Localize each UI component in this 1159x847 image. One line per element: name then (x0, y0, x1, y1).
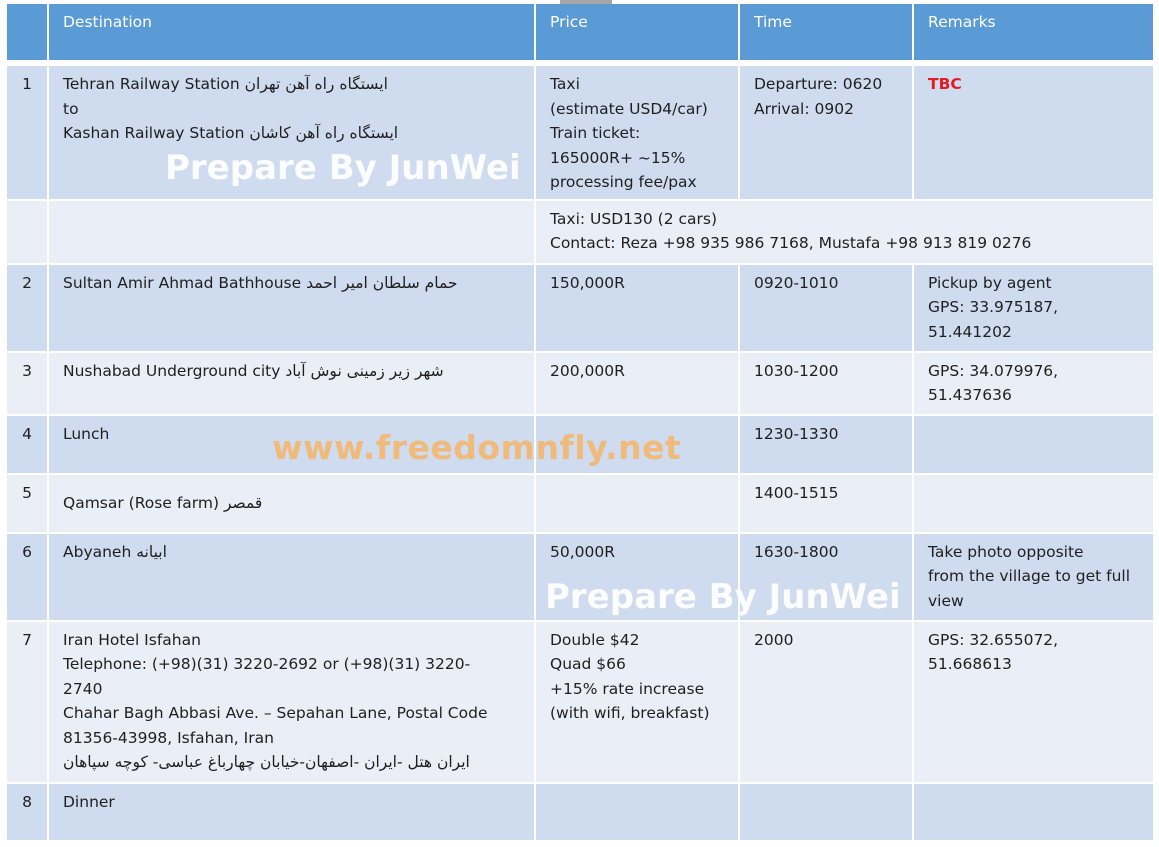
price-cell (535, 352, 739, 415)
remarks-cell (913, 352, 1154, 415)
destination-line: 2740 (63, 679, 103, 698)
time-line: 1400-1515 (754, 483, 839, 502)
destination-cell (48, 63, 535, 200)
price-line: Quad $66 (550, 655, 626, 673)
row-number: 7 (7, 621, 48, 783)
row-number: 6 (7, 533, 48, 621)
remarks-cell (913, 783, 1154, 840)
destination-line: Abyaneh ابیانه (63, 542, 167, 561)
watermark-prepared-by: Prepare By JunWei (545, 577, 901, 617)
remarks-cell (913, 415, 1154, 474)
transport-info-cell (535, 200, 1154, 264)
remarks-line: GPS: 33.975187, (928, 298, 1059, 316)
itinerary-table-container (7, 4, 1154, 840)
destination-cell (48, 415, 535, 474)
remarks-line: 51.437636 (928, 386, 1012, 404)
destination-line: Dinner (63, 792, 115, 811)
row-number (7, 200, 48, 264)
header-row (7, 4, 1154, 63)
remarks-line: view (928, 591, 964, 610)
table-row (7, 352, 1154, 415)
tbc-badge: TBC (928, 75, 962, 93)
destination-cell (48, 200, 535, 264)
destination-cell (48, 474, 535, 533)
remarks-line: from the village to get full (928, 567, 1131, 585)
remarks-line: GPS: 32.655072, (928, 630, 1059, 649)
destination-cell (48, 783, 535, 840)
destination-line: Kashan Railway Station ایستگاه راه آهن کاشان (63, 124, 399, 142)
price-line: 165000R+ ~15% (550, 148, 686, 167)
price-line: 150,000R (550, 273, 625, 292)
price-line: (with wifi, breakfast) (550, 704, 710, 722)
destination-line: Nushabad Underground city شهر زیر زمینی نوش آباد (63, 361, 444, 380)
destination-line: Tehran Railway Station ایستگاه راه آهن تهران (63, 75, 388, 93)
price-cell (535, 415, 739, 474)
remarks-cell (913, 533, 1154, 621)
row-number: 5 (7, 474, 48, 533)
destination-cell (48, 264, 535, 352)
time-cell (739, 264, 913, 352)
table-row (7, 621, 1154, 783)
destination-line: to (63, 99, 79, 118)
price-cell (535, 474, 739, 533)
time-cell (739, 474, 913, 533)
time-cell (739, 63, 913, 200)
price-line: (estimate USD4/car) (550, 99, 708, 118)
header-price: Price (535, 4, 739, 63)
row-number: 2 (7, 264, 48, 352)
time-cell (739, 621, 913, 783)
table-row (7, 63, 1154, 200)
price-line: processing fee/pax (550, 173, 697, 191)
price-cell (535, 264, 739, 352)
table-row (7, 200, 1154, 264)
header-number (7, 4, 48, 63)
time-line: 2000 (754, 630, 794, 649)
price-line: Double $42 (550, 630, 640, 649)
watermark-prepared-by: Prepare By JunWei (165, 148, 521, 188)
price-cell (535, 621, 739, 783)
row-number: 8 (7, 783, 48, 840)
table-row (7, 783, 1154, 840)
remarks-cell (913, 474, 1154, 533)
time-cell (739, 783, 913, 840)
price-cell (535, 783, 739, 840)
header-time: Time (739, 4, 913, 63)
time-line: 0920-1010 (754, 273, 839, 292)
remarks-cell (913, 264, 1154, 352)
table-row (7, 264, 1154, 352)
remarks-line: 51.441202 (928, 322, 1012, 341)
transport-info-line: Taxi: USD130 (2 cars) (550, 209, 718, 228)
row-number: 4 (7, 415, 48, 474)
time-line: 1030-1200 (754, 361, 839, 380)
price-line: Train ticket: (550, 124, 641, 142)
destination-line: ایران هتل -ایران -اصفهان-خیابان چهارباغ عباسی- کوچه سپاهان (63, 753, 470, 771)
price-line: 200,000R (550, 361, 625, 380)
time-cell (739, 352, 913, 415)
remarks-line: Pickup by agent (928, 273, 1052, 292)
price-cell (535, 533, 739, 621)
remarks-line: 51.668613 (928, 655, 1012, 673)
time-cell (739, 415, 913, 474)
row-number: 3 (7, 352, 48, 415)
time-cell (739, 533, 913, 621)
table-row (7, 533, 1154, 621)
destination-line: Telephone: (+98)(31) 3220-2692 or (+98)(31) 3220- (63, 655, 471, 673)
destination-line: Lunch (63, 424, 110, 443)
destination-line: Chahar Bagh Abbasi Ave. – Sepahan Lane, Postal Code (63, 704, 488, 722)
destination-line: Sultan Amir Ahmad Bathhouse حمام سلطان امیر احمد (63, 273, 458, 292)
remarks-cell (913, 621, 1154, 783)
row-number: 1 (7, 63, 48, 200)
time-line: Arrival: 0902 (754, 99, 854, 118)
transport-info-line: Contact: Reza +98 935 986 7168, Mustafa +98 913 819 0276 (550, 234, 1032, 252)
header-destination: Destination (48, 4, 535, 63)
destination-line: Iran Hotel Isfahan (63, 630, 201, 649)
itinerary-table (7, 4, 1155, 840)
destination-line: Qamsar (Rose farm) قمصر (63, 493, 263, 512)
destination-cell (48, 621, 535, 783)
table-row (7, 474, 1154, 533)
time-line: Departure: 0620 (754, 75, 883, 93)
destination-line: 81356-43998, Isfahan, Iran (63, 728, 274, 747)
table-row (7, 415, 1154, 474)
destination-cell (48, 352, 535, 415)
remarks-cell (913, 63, 1154, 200)
remarks-line: Take photo opposite (928, 542, 1084, 561)
watermark-website: www.freedomnfly.net (272, 428, 682, 467)
remarks-line: GPS: 34.079976, (928, 361, 1059, 380)
price-line: Taxi (550, 75, 580, 93)
price-cell (535, 63, 739, 200)
destination-cell (48, 533, 535, 621)
price-line: 50,000R (550, 542, 616, 561)
time-line: 1630-1800 (754, 542, 839, 561)
price-line: +15% rate increase (550, 679, 705, 698)
time-line: 1230-1330 (754, 424, 839, 443)
header-remarks: Remarks (913, 4, 1154, 63)
